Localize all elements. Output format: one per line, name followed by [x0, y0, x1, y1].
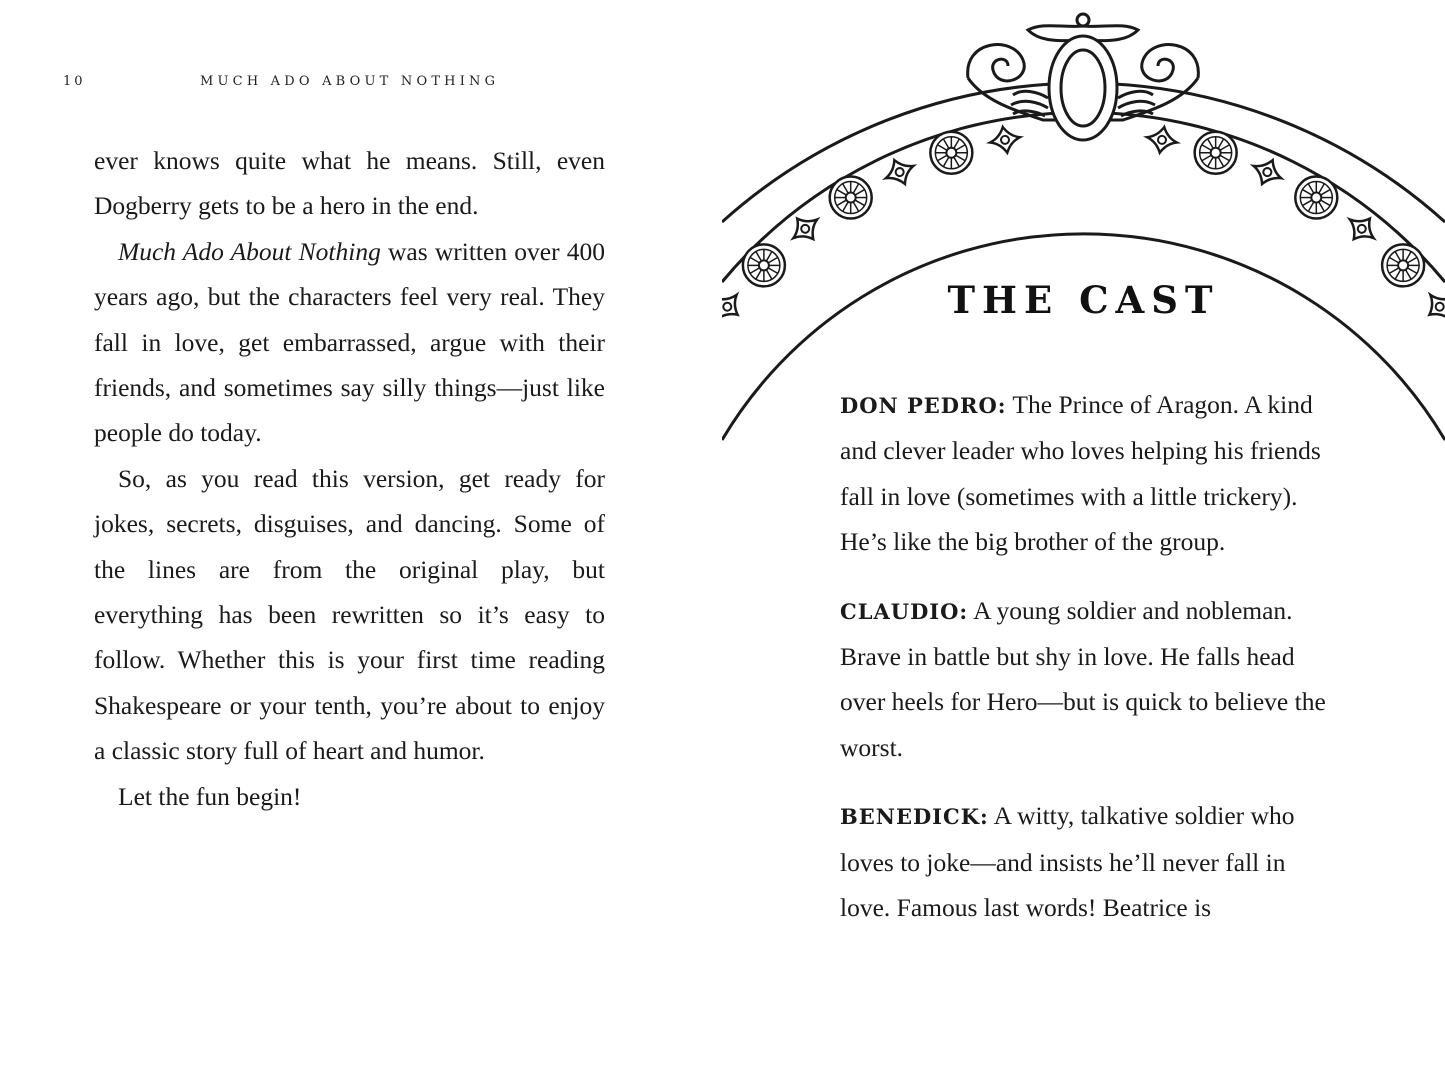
- cast-description: A young soldier and nobleman. Brave in battle but shy in love. He falls head over heels for Hero—but is quick to believe the worst.: [840, 595, 1326, 762]
- cast-name: BENEDICK:: [840, 804, 989, 830]
- paragraph-4: Let the fun begin!: [118, 781, 302, 811]
- cast-list: [840, 382, 1340, 953]
- cast-description: The Prince of Aragon. A kind and clever leader who loves helping his friends fall in love (sometimes with a little trickery). He’s like the big brother of the group.: [840, 390, 1321, 557]
- paragraph-3: So, as you read this version, get ready for jokes, secrets, disguises, and dancing. Some of the lines are from the original play, but everything has been rewritten so it’s easy to follow. Whether this is your first time reading Shakespeare or your tenth, you’re about to enjoy a classic story full of heart and humor.: [94, 463, 605, 766]
- crest-icon: [968, 14, 1199, 140]
- cast-entry-don-pedro: [840, 382, 1340, 565]
- cast-entry-benedick: [840, 793, 1340, 930]
- rosette-icon: [830, 177, 872, 219]
- paragraph-2-text: was written over 400 years ago, but the characters feel very real. They fall in love, get embarrassed, argue with their friends, and sometimes say silly things—just like people do today.: [94, 236, 605, 448]
- paragraph-1: ever knows quite what he means. Still, even Dogberry gets to be a hero in the end.: [94, 146, 605, 221]
- cast-title: THE CAST: [947, 278, 1220, 322]
- diamond-ornament-icon: [988, 124, 1022, 155]
- play-title-italic: Much Ado About Nothing: [118, 236, 381, 266]
- left-page: [0, 0, 722, 1068]
- diamond-ornament-icon: [881, 154, 919, 190]
- rosette-icon: [1295, 177, 1337, 219]
- cast-description: A witty, talkative soldier who loves to joke—and insists he’ll never fall in love. Famous last words! Beatrice is: [840, 801, 1295, 923]
- page-number: 10: [63, 74, 86, 89]
- diamond-ornament-icon: [1248, 154, 1286, 190]
- rosette-icon: [1195, 132, 1237, 174]
- paragraph-2: [94, 229, 605, 456]
- right-page: [722, 0, 1445, 1068]
- cast-name: DON PEDRO:: [840, 393, 1007, 418]
- cast-entry-claudio: [840, 588, 1340, 771]
- rosette-icon: [930, 132, 972, 174]
- cast-name: CLAUDIO:: [840, 598, 969, 624]
- body-text: [94, 138, 605, 819]
- running-head: MUCH ADO ABOUT NOTHING: [200, 74, 500, 89]
- diamond-ornament-icon: [1145, 124, 1179, 155]
